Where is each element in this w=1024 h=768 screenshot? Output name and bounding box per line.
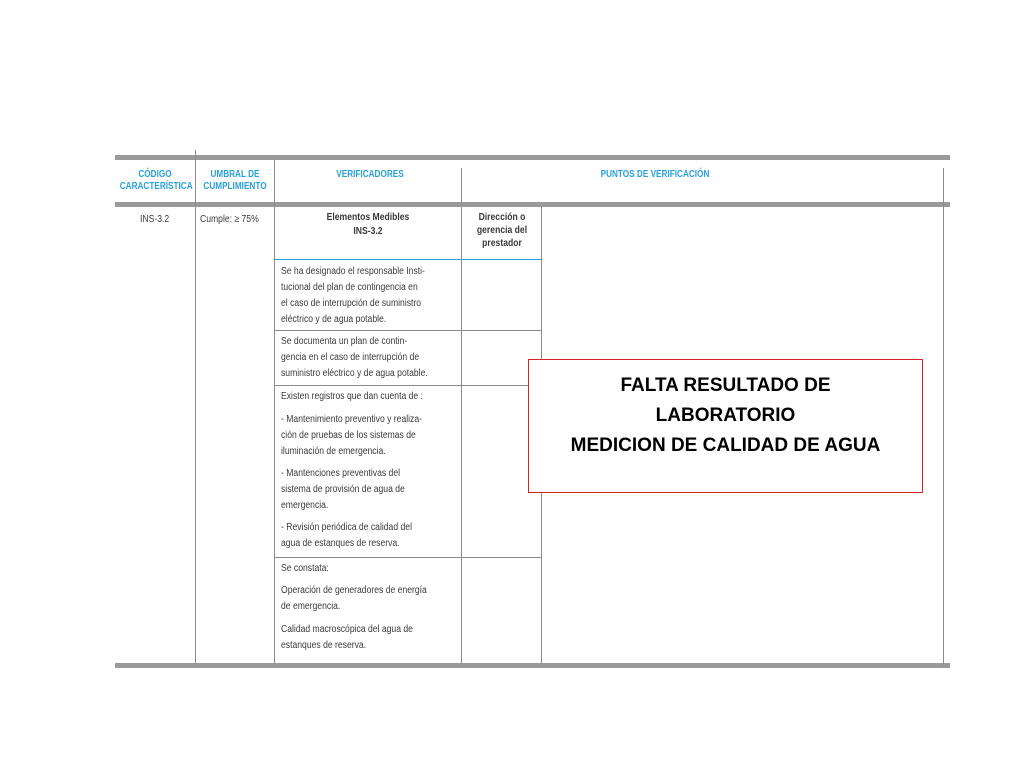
- elementos-header-rule: [274, 259, 542, 260]
- elementos-medibles-title: Elementos Medibles INS-3.2: [326, 212, 410, 237]
- callout-line-2: LABORATORIO: [655, 405, 796, 426]
- verificador-bullet-2: - Mantenciones preventivas del sistema de provisión de agua de emergencia.: [281, 468, 405, 511]
- header-puntos: PUNTOS DE VERIFICACIÓN: [600, 169, 710, 180]
- row-divider: [274, 385, 542, 386]
- table-header-bottom-rule: [115, 202, 950, 207]
- codigo-value: INS-3.2: [140, 214, 170, 225]
- col-divider: [195, 150, 196, 665]
- header-verificadores: VERIFICADORES: [336, 169, 404, 180]
- table-header-top-rule: [115, 155, 950, 160]
- lab-result-callout: [528, 359, 923, 493]
- header-codigo: CÓDIGO CARACTERÍSTICA: [119, 169, 193, 192]
- col-divider: [274, 160, 275, 665]
- row-divider: [274, 330, 542, 331]
- table-bottom-rule: [115, 663, 950, 668]
- row-divider: [274, 557, 542, 558]
- col-divider: [461, 168, 462, 204]
- header-umbral: UMBRAL DE CUMPLIMIENTO: [203, 169, 267, 192]
- umbral-value: Cumple: ≥ 75%: [200, 214, 259, 225]
- callout-line-3: MEDICION DE CALIDAD DE AGUA: [570, 435, 881, 456]
- verificador-bullet-1: - Mantenimiento preventivo y realiza- ción de pruebas de los sistemas de iluminación de emergencia.: [281, 414, 423, 457]
- verificador-item-2: Se documenta un plan de contin- gencia en el caso de interrupción de suministro eléctrico y de agua potable.: [281, 336, 428, 379]
- verificador-item-6: Calidad macroscópica del agua de estanques de reserva.: [281, 624, 413, 651]
- verificador-item-3: Existen registros que dan cuenta de :: [281, 391, 423, 402]
- callout-line-1: FALTA RESULTADO DE: [620, 375, 831, 396]
- verificador-item-4: Se constata:: [281, 563, 329, 574]
- col-divider: [943, 168, 944, 665]
- verificador-item-1: Se ha designado el responsable Insti- tucional del plan de contingencia en el caso de interrupción de suministro eléctrico y de agua potable.: [281, 266, 425, 325]
- verificador-item-5: Operación de generadores de energía de emergencia.: [281, 585, 427, 612]
- direccion-title: Dirección o gerencia del prestador: [476, 212, 528, 249]
- verificador-bullet-3: - Revisión periódica de calidad del agua de estanques de reserva.: [281, 522, 412, 549]
